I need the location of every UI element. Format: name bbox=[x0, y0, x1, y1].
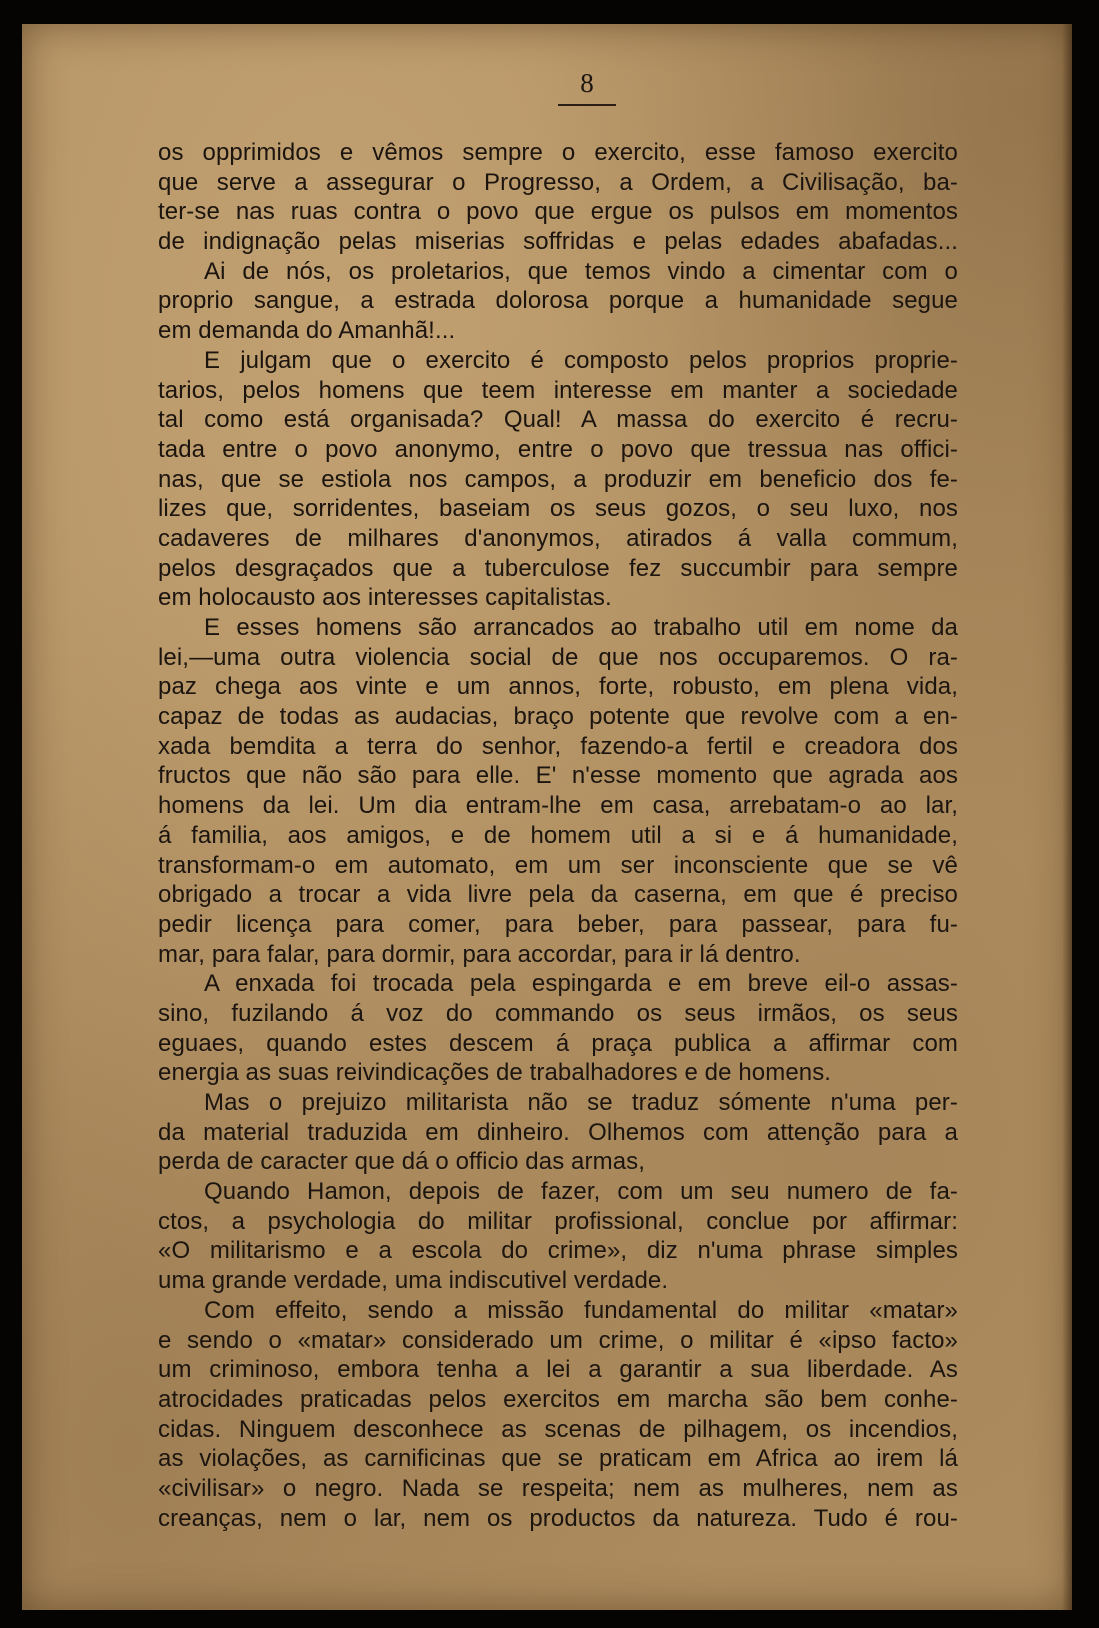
text-line: creanças, nem o lar, nem os productos da natureza. Tudo é rou- bbox=[158, 1504, 958, 1532]
text-line: um criminoso, embora tenha a lei a garantir a sua liberdade. As bbox=[158, 1356, 958, 1384]
text-line: Ai de nós, os proletarios, que temos vindo a cimentar com o bbox=[204, 257, 958, 285]
text-line: os opprimidos e vêmos sempre o exercito, esse famoso exercito bbox=[158, 139, 958, 166]
text-line: perda de caracter que dá o officio das armas, bbox=[158, 1148, 646, 1176]
book-page bbox=[22, 24, 1072, 1610]
text-line: proprio sangue, a estrada dolorosa porque a humanidade segue bbox=[158, 287, 958, 315]
text-line: xada bemdita a terra do senhor, fazendo-a fertil e creadora dos bbox=[158, 732, 958, 760]
text-line: obrigado a trocar a vida livre pela da caserna, em que é preciso bbox=[158, 881, 958, 909]
page-number: 8 bbox=[580, 68, 594, 98]
text-line: tarios, pelos homens que teem interesse em manter a sociedade bbox=[158, 376, 958, 404]
text-line: energia as suas reivindicações de trabalhadores e de homens. bbox=[158, 1059, 832, 1087]
text-line: ctos, a psychologia do militar profissional, conclue por affirmar: bbox=[158, 1207, 958, 1235]
page-number-rule bbox=[558, 104, 616, 106]
text-line: eguaes, quando estes descem á praça publica a affirmar com bbox=[158, 1029, 958, 1057]
text-line: capaz de todas as audacias, braço potente que revolve com a en- bbox=[158, 703, 958, 731]
text-line: cidas. Ninguem desconhece as scenas de pilhagem, os incendios, bbox=[158, 1415, 958, 1443]
text-line: que serve a assegurar o Progresso, a Ordem, a Civilisação, ba- bbox=[158, 168, 958, 196]
text-line: transformam-o em automato, em um ser inconsciente que se vê bbox=[158, 851, 958, 879]
text-line: lei,—uma outra violencia social de que nos occuparemos. O ra- bbox=[158, 643, 958, 671]
text-line: em holocausto aos interesses capitalistas. bbox=[158, 584, 612, 612]
text-line: uma grande verdade, uma indiscutivel verdade. bbox=[158, 1267, 669, 1295]
text-line: Com effeito, sendo a missão fundamental do militar «matar» bbox=[204, 1296, 958, 1324]
text-line: sino, fuzilando á voz do commando os seus irmãos, os seus bbox=[158, 999, 958, 1027]
text-line: da material traduzida em dinheiro. Olhemos com attenção para a bbox=[158, 1118, 958, 1146]
text-line: paz chega aos vinte e um annos, forte, robusto, em plena vida, bbox=[158, 673, 958, 701]
text-line: á familia, aos amigos, e de homem util a si e á humanidade, bbox=[158, 821, 958, 849]
text-line: nas, que se estiola nos campos, a produzir em beneficio dos fe- bbox=[158, 465, 958, 493]
text-line: Mas o prejuizo militarista não se traduz sómente n'uma per- bbox=[204, 1089, 958, 1116]
text-line: A enxada foi trocada pela espingarda e em breve eil-o assas- bbox=[204, 970, 958, 998]
text-line: as violações, as carnificinas que se praticam em Africa ao irem lá bbox=[158, 1445, 958, 1473]
text-line: mar, para falar, para dormir, para accordar, para ir lá dentro. bbox=[158, 940, 801, 968]
text-line: atrocidades praticadas pelos exercitos em marcha são bem conhe- bbox=[158, 1385, 958, 1413]
text-line: homens da lei. Um dia entram-lhe em casa, arrebatam-o ao lar, bbox=[158, 792, 958, 820]
text-line: pelos desgraçados que a tuberculose fez succumbir para sempre bbox=[158, 554, 958, 582]
text-line: fructos que não são para elle. E' n'esse momento que agrada aos bbox=[158, 762, 958, 790]
text-line: de indignação pelas miserias soffridas e pelas edades abafadas... bbox=[158, 228, 958, 256]
page-edge-shadow bbox=[1062, 24, 1072, 1610]
text-line: pedir licença para comer, para beber, para passear, para fu- bbox=[158, 910, 958, 938]
text-line: E esses homens são arrancados ao trabalho util em nome da bbox=[204, 614, 958, 641]
text-line: tal como está organisada? Qual! A massa do exercito é recru- bbox=[158, 406, 958, 434]
text-line: em demanda do Amanhã!... bbox=[158, 317, 456, 345]
text-line: e sendo o «matar» considerado um crime, o militar é «ipso facto» bbox=[158, 1326, 958, 1354]
text-line: ter-se nas ruas contra o povo que ergue os pulsos em momentos bbox=[158, 198, 958, 226]
text-line: tada entre o povo anonymo, entre o povo que tressua nas offici- bbox=[158, 435, 958, 463]
text-line: «O militarismo e a escola do crime», diz n'uma phrase simples bbox=[158, 1237, 958, 1265]
text-line: E julgam que o exercito é composto pelos proprios proprie- bbox=[204, 346, 958, 374]
body-text bbox=[158, 138, 958, 1533]
text-line: «civilisar» o negro. Nada se respeita; nem as mulheres, nem as bbox=[158, 1474, 958, 1502]
text-line: lizes que, sorridentes, baseiam os seus gozos, o seu luxo, nos bbox=[158, 495, 958, 523]
text-line: Quando Hamon, depois de fazer, com um seu numero de fa- bbox=[204, 1178, 958, 1206]
text-line: cadaveres de milhares d'anonymos, atirados á valla commum, bbox=[158, 524, 958, 552]
